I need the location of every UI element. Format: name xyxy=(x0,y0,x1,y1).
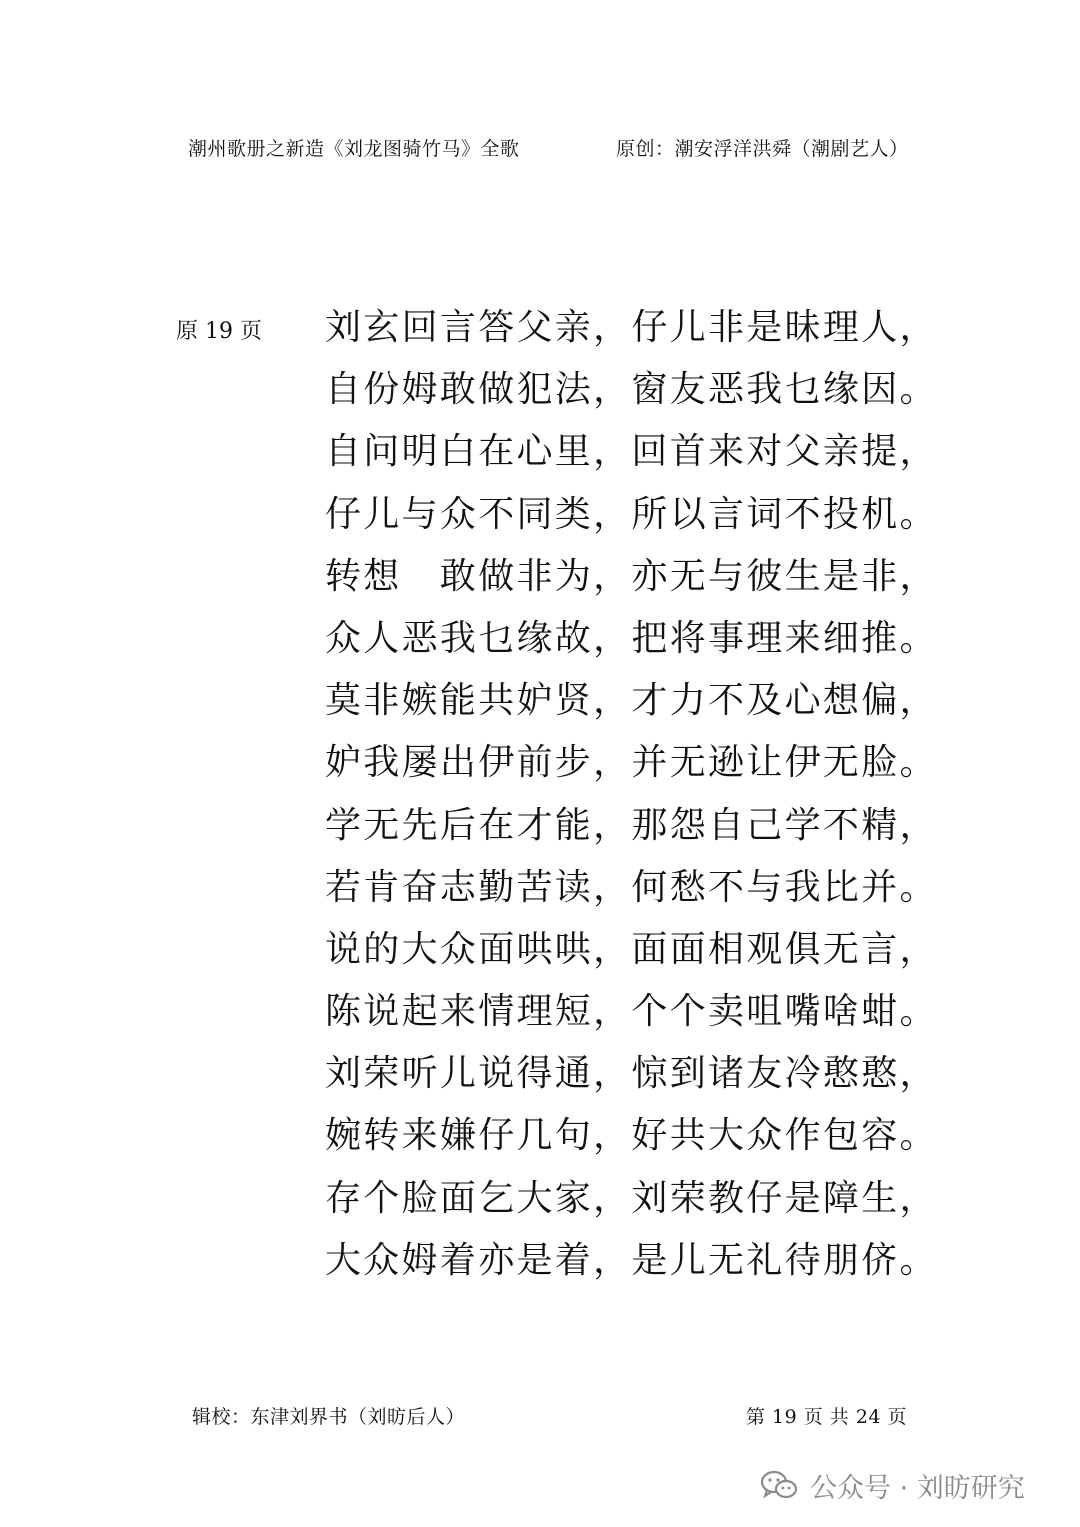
verse-line: 大众姆着亦是着，是儿无礼待朋侪。 xyxy=(325,1239,938,1281)
original-page-label: 原 19 页 xyxy=(176,319,262,344)
header-author: 原创：潮安浮洋洪舜（潮剧艺人） xyxy=(616,138,909,160)
verse-line: 莫非嫉能共妒贤，才力不及心想偏， xyxy=(325,680,938,722)
verse-line: 存个脸面乞大家，刘荣教仔是障生， xyxy=(325,1177,938,1219)
header-title: 潮州歌册之新造《刘龙图骑竹马》全歌 xyxy=(188,138,520,160)
verse-line: 转想 敢做非为，亦无与彼生是非， xyxy=(325,555,938,597)
verse-line: 婉转来嫌仔几句，好共大众作包容。 xyxy=(325,1115,938,1157)
wechat-icon xyxy=(760,1470,798,1500)
footer-page-number: 第 19 页 共 24 页 xyxy=(746,1406,908,1428)
verse-line: 众人恶我乜缘故，把将事理来细推。 xyxy=(325,617,938,659)
verse-line: 妒我屡出伊前步，并无逊让伊无脸。 xyxy=(325,742,938,784)
verse-line: 自份姆敢做犯法，窗友恶我乜缘因。 xyxy=(325,369,938,411)
watermark-text: 公众号 · 刘昉研究 xyxy=(810,1472,1025,1504)
verse-line: 仔儿与众不同类，所以言词不投机。 xyxy=(325,493,938,535)
verse-line: 学无先后在才能，那怨自己学不精， xyxy=(325,804,938,846)
verse-line: 陈说起来情理短，个个卖咀嘴啥蚶。 xyxy=(325,991,938,1033)
footer-editor: 辑校：东津刘界书（刘昉后人） xyxy=(192,1406,466,1428)
verse-line: 自问明白在心里，回首来对父亲提， xyxy=(325,431,938,473)
verse-line: 刘荣听儿说得通，惊到诸友冷憨憨， xyxy=(325,1053,938,1095)
verse-block xyxy=(325,300,938,1295)
verse-line: 若肯奋志勤苦读，何愁不与我比并。 xyxy=(325,866,938,908)
watermark xyxy=(760,1465,1025,1505)
verse-line: 说的大众面哄哄，面面相观俱无言， xyxy=(325,928,938,970)
verse-line: 刘玄回言答父亲，仔儿非是昧理人， xyxy=(325,307,938,348)
